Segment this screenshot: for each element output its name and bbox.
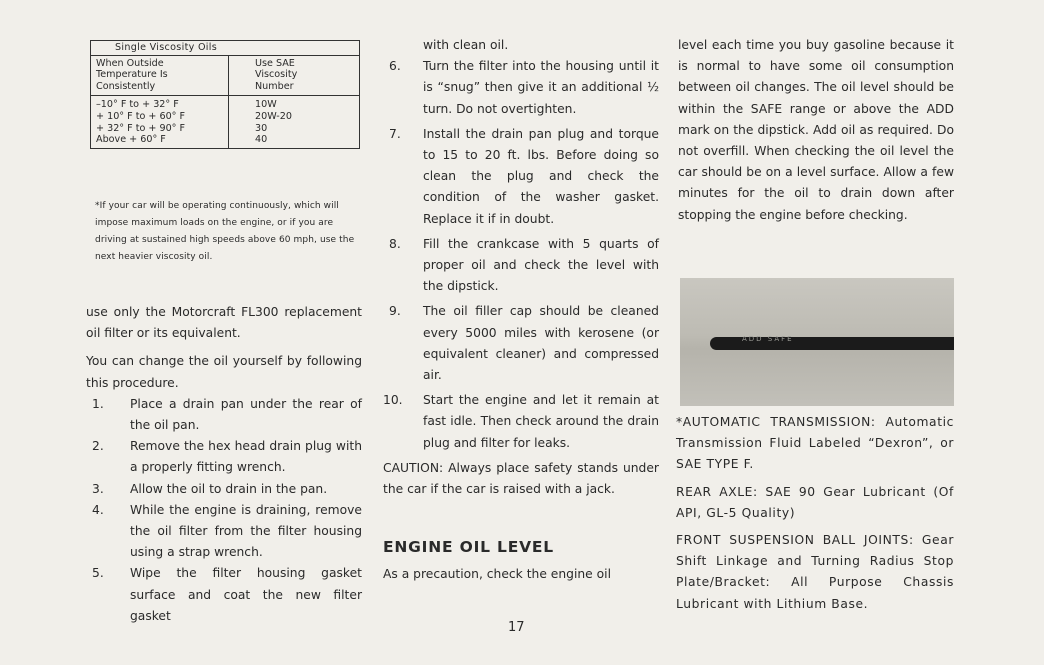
- oil-level-paragraph: level each time you buy gasoline because it is normal to have some oil consumption between oil changes. The oil level should be within the SAFE range or above the ADD mark on the dipstick. Add oil as required. Do not overfill. When checking the oil level the car should be on a level surface. Allow a few minutes for the oil to drain down after stopping the engine before checking.: [678, 38, 954, 222]
- filter-paragraph: use only the Motorcraft FL300 replacement oil filter or its equivalent.: [86, 305, 362, 341]
- list-item: 4. While the engine is draining, remove the oil filter from the filter housing using a strap wrench.: [92, 502, 362, 560]
- col1-header: When Outside Temperature Is Consistently: [91, 55, 229, 96]
- procedure-intro: You can change the oil yourself by following this procedure.: [86, 354, 362, 390]
- column-1: [86, 302, 362, 627]
- viscosity-table: [90, 40, 360, 149]
- table-title: Single Viscosity Oils: [91, 41, 360, 56]
- column-3: [678, 35, 954, 226]
- table-row: Above + 60° F 40: [91, 134, 360, 148]
- auto-transmission-text: *AUTOMATIC TRANSMISSION: Automatic Transmission Fluid Labeled “Dexron”, or SAE TYPE F.: [676, 415, 954, 472]
- dipstick-photo: [680, 278, 954, 406]
- list-item: 9. The oil filler cap should be cleaned every 5000 miles with kerosene (or equivalent cleaner) and compressed air.: [389, 304, 659, 383]
- col2-header: Use SAE Viscosity Number: [229, 55, 360, 96]
- list-item: 8. Fill the crankcase with 5 quarts of proper oil and check the level with the dipstick.: [389, 236, 659, 294]
- column-2: [383, 35, 659, 585]
- list-item: 2. Remove the hex head drain plug with a properly fitting wrench.: [92, 439, 362, 475]
- list-item: 6. Turn the filter into the housing until it is “snug” then give it an additional ½ turn. Do not overtighten.: [389, 59, 659, 116]
- list-item: 5. Wipe the filter housing gasket surface and coat the new filter gasket: [92, 566, 362, 623]
- dipstick-marks: ADD SAFE: [742, 335, 794, 343]
- rear-axle-text: REAR AXLE: SAE 90 Gear Lubricant (Of API, GL-5 Quality): [676, 484, 954, 520]
- list-item-continued: with clean oil.: [423, 38, 509, 52]
- column-3-lower: [676, 412, 954, 615]
- list-item: 3. Allow the oil to drain in the pan.: [92, 481, 328, 496]
- page-number: 17: [508, 620, 525, 635]
- section-heading: ENGINE OIL LEVEL: [383, 538, 554, 557]
- list-item: 10. Start the engine and let it remain at fast idle. Then check around the drain plug and filter for leaks.: [383, 393, 659, 450]
- table-footnote: *If your car will be operating continuously, which will impose maximum loads on the engine, or if you are driving at sustained high speeds above 60 mph, use the next heavier viscosity oil.: [95, 201, 355, 262]
- caution-text: CAUTION: Always place safety stands under the car if the car is raised with a jack.: [383, 460, 659, 497]
- table-row: –10° F to + 32° F 10W: [91, 96, 360, 111]
- table-row: + 10° F to + 60° F 20W-20: [91, 111, 360, 123]
- list-item: 7. Install the drain pan plug and torque to 15 to 20 ft. lbs. Before doing so clean the plug and check the condition of the washer gasket. Replace it if in doubt.: [389, 126, 659, 226]
- table-row: + 32° F to + 90° F 30: [91, 123, 360, 135]
- list-item: 1. Place a drain pan under the rear of the oil pan.: [92, 396, 362, 433]
- front-suspension-text: FRONT SUSPENSION BALL JOINTS: Gear Shift Linkage and Turning Radius Stop Plate/Bracket: All Purpose Chassis Lubricant with Lithium Base.: [676, 533, 954, 611]
- precaution-text: As a precaution, check the engine oil: [383, 567, 611, 582]
